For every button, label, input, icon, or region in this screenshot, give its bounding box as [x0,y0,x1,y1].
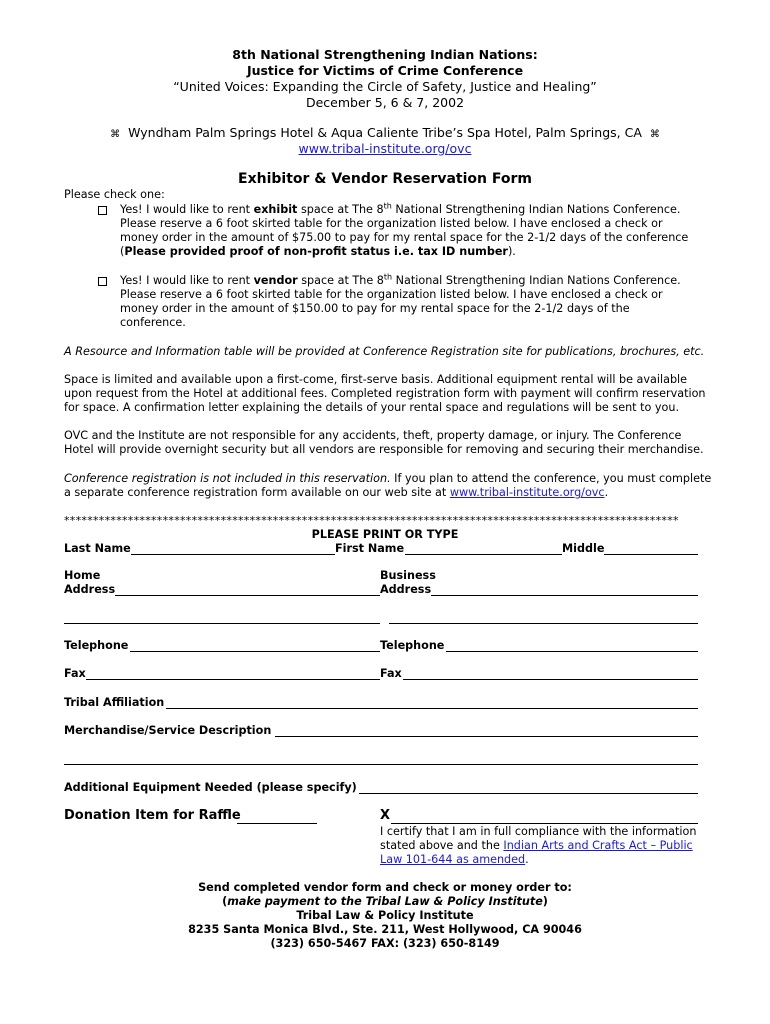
home-address-field[interactable] [115,595,380,596]
middle-name-field[interactable] [604,554,698,555]
resource-note: A Resource and Information table will be provided at Conference Registration site for publications, brochures, etc. [64,345,705,358]
ovc-paragraph: OVC and the Institute are not responsible for any accidents, theft, property damage, or injury. The Conference Hotel will provide overnight security but all vendors are responsible for removing and securing their merchandise. [64,429,704,456]
website-row [0,142,770,156]
conference-dates: December 5, 6 & 7, 2002 [305,95,465,110]
signature-x-label: X [380,808,391,823]
footer-address: 8235 Santa Monica Blvd., Ste. 211, West Hollywood, CA 90046 [188,923,582,936]
signature-field[interactable] [391,823,698,824]
business-telephone-field[interactable] [446,651,698,652]
first-name-label: First Name [335,542,405,555]
tribal-affiliation-field[interactable] [166,708,698,709]
donation-label: Donation Item for Raffle [64,808,241,823]
business-address-line2-field[interactable] [389,623,698,624]
print-type-heading: PLEASE PRINT OR TYPE [311,528,459,541]
public-law-link[interactable]: Law 101-644 as amended [380,853,526,866]
check-prompt: Please check one: [64,188,165,201]
home-label: Home [64,569,101,582]
space-paragraph: Space is limited and available upon a first-come, first-serve basis. Additional equipment rental will be available upon request from the Hotel at additional fees. Completed registration form with payment will confirm reservation for space. A confirmation letter explaining the details of your rental space and regulations will be sent to you. [64,373,706,414]
registration-paragraph: Conference registration is not included in this reservation. If you plan to attend the conference, you must complete a separate conference registration form available on our web site at www.tribal-institute.org/ovc. [64,472,712,499]
star-right-icon: ⌘ [649,129,660,140]
registration-website-link[interactable]: www.tribal-institute.org/ovc [449,486,605,499]
home-address-line2-field[interactable] [64,623,380,624]
business-label: Business [380,569,436,582]
home-address-label: Address [64,583,116,596]
tribal-affiliation-label: Tribal Affiliation [64,696,165,709]
conference-title: 8th National Strengthening Indian Nations: [232,47,538,62]
last-name-field[interactable] [131,554,335,555]
merchandise-line2-field[interactable] [64,764,698,765]
equipment-label: Additional Equipment Needed (please specify) [64,781,357,794]
star-left-icon: ⌘ [110,129,121,140]
home-fax-field[interactable] [86,679,380,680]
first-name-field[interactable] [405,554,562,555]
form-title: Exhibitor & Vendor Reservation Form [238,171,532,187]
footer-org-name: Tribal Law & Policy Institute [296,909,474,922]
home-telephone-field[interactable] [130,651,380,652]
footer-instructions: Send completed vendor form and check or money order to: [198,881,572,894]
home-telephone-label: Telephone [64,639,129,652]
conference-subtitle: Justice for Victims of Crime Conference [246,63,524,78]
footer-phone: (323) 650-5467 FAX: (323) 650-8149 [270,937,500,950]
vendor-checkbox[interactable] [98,277,107,286]
venue-text: Wyndham Palm Springs Hotel & Aqua Caliente Tribe’s Spa Hotel, Palm Springs, CA [128,125,642,140]
equipment-field[interactable] [359,793,698,794]
business-fax-label: Fax [380,667,402,680]
exhibit-option-text: Yes! I would like to rent exhibit space at The 8th National Strengthening Indian Nations Conference. Please reserve a 6 foot skirted table for the organization listed below. I have enclosed a check or money order in the amount of $75.00 to pay for my rental space for the 2-1/2 days of the conference (Please provided proof of non-profit status i.e. tax ID number). [120,201,689,258]
donation-field[interactable] [237,823,317,824]
vendor-option-text: Yes! I would like to rent vendor space at The 8th National Strengthening Indian Nations Conference. Please reserve a 6 foot skirted table for the organization listed below. I have enclosed a check or money order in the amount of $150.00 to pay for my rental space for the 2-1/2 days of the conference. [120,272,681,329]
business-fax-field[interactable] [403,679,698,680]
merchandise-field[interactable] [275,736,698,737]
footer-payment-note: (make payment to the Tribal Law & Policy Institute) [222,895,548,908]
exhibit-checkbox[interactable] [98,206,107,215]
business-address-label: Address [380,583,432,596]
merchandise-label: Merchandise/Service Description [64,724,272,737]
last-name-label: Last Name [64,542,131,555]
separator-line: ********************************************************************************************************** [64,514,679,527]
home-fax-label: Fax [64,667,86,680]
business-telephone-label: Telephone [380,639,445,652]
venue-line [0,126,770,142]
conference-theme: “United Voices: Expanding the Circle of Safety, Justice and Healing” [173,79,597,94]
middle-label: Middle [562,542,605,555]
website-link[interactable]: www.tribal-institute.org/ovc [298,141,472,156]
business-address-field[interactable] [431,595,698,596]
certify-text: I certify that I am in full compliance with the information stated above and the Indian Arts and Crafts Act – Public Law 101-644 as amended. [380,825,697,866]
iaca-link[interactable]: Indian Arts and Crafts Act – Public [503,839,693,852]
